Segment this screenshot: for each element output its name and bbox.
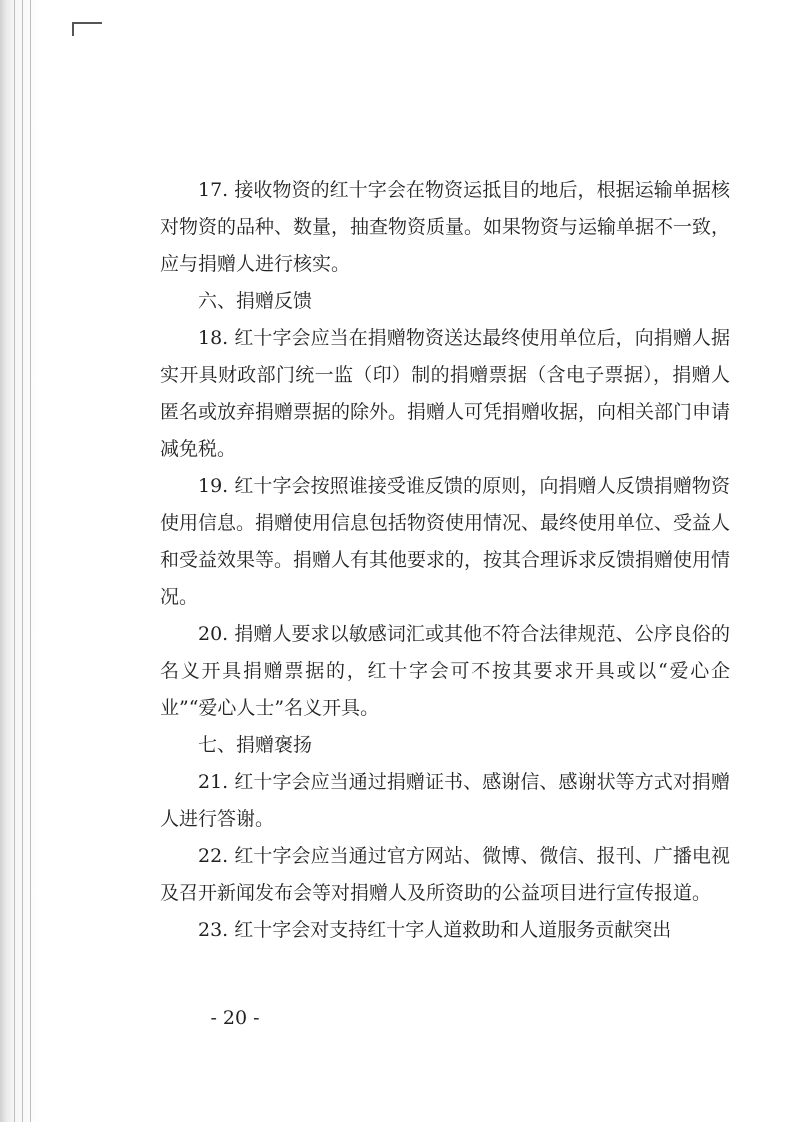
paragraph-19: 19. 红十字会按照谁接受谁反馈的原则，向捐赠人反馈捐赠物资使用信息。捐赠使用信息包括物资使用情况、最终使用单位、受益人和受益效果等。捐赠人有其他要求的，按其合理诉求反馈捐赠使用情况。 <box>160 475 731 608</box>
section-heading-commendation: 七、捐赠褒扬 <box>198 734 313 756</box>
scan-edge-line <box>22 0 23 1122</box>
paragraph-21: 21. 红十字会应当通过捐赠证书、感谢信、感谢状等方式对捐赠人进行答谢。 <box>160 771 730 830</box>
paragraph-23: 23. 红十字会对支持红十字人道救助和人道服务贡献突出 <box>198 919 672 941</box>
scan-edge-shadow <box>0 0 40 1122</box>
scan-edge-line <box>30 0 31 1122</box>
scan-edge-line <box>14 0 15 1122</box>
paragraph-22: 22. 红十字会应当通过官方网站、微博、微信、报刊、广播电视及召开新闻发布会等对捐赠人及所资助的公益项目进行宣传报道。 <box>160 845 730 904</box>
corner-mark <box>72 22 102 36</box>
paragraph-18: 18. 红十字会应当在捐赠物资送达最终使用单位后，向捐赠人据实开具财政部门统一监（印）制的捐赠票据（含电子票据），捐赠人匿名或放弃捐赠票据的除外。捐赠人可凭捐赠收据，向相关部门申请减免税。 <box>160 327 731 460</box>
document-body <box>160 172 730 949</box>
section-heading-feedback: 六、捐赠反馈 <box>198 290 313 312</box>
paragraph-17: 17. 接收物资的红十字会在物资运抵目的地后，根据运输单据核对物资的品种、数量，抽查物资质量。如果物资与运输单据不一致，应与捐赠人进行核实。 <box>160 179 731 275</box>
page-number: - 20 - <box>210 1007 260 1029</box>
paragraph-20: 20. 捐赠人要求以敏感词汇或其他不符合法律规范、公序良俗的名义开具捐赠票据的，红十字会可不按其要求开具或以“爱心企业”“爱心人士”名义开具。 <box>160 623 730 719</box>
